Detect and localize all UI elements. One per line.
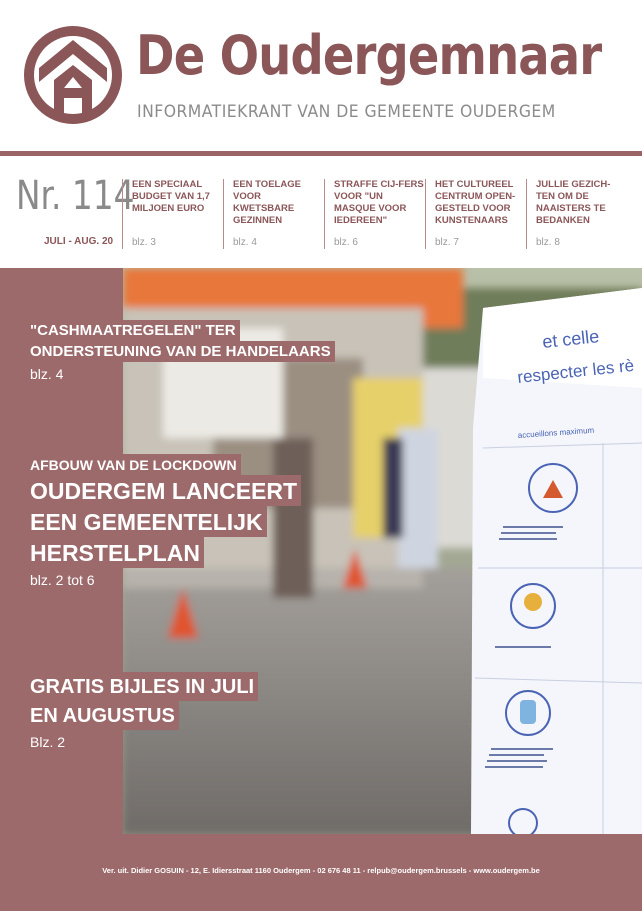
teaser-item[interactable] (324, 179, 424, 249)
teaser-page: blz. 8 (536, 237, 560, 248)
headline-kicker: AFBOUW VAN DE LOCKDOWN (26, 454, 241, 475)
newspaper-title: De Oudergemnaar (136, 24, 602, 87)
headline-recovery-plan[interactable] (26, 454, 301, 588)
cover-hero (0, 268, 642, 911)
headline-page: blz. 4 (30, 366, 64, 382)
issue-info (16, 172, 135, 247)
issue-number: Nr. 114 (16, 173, 135, 219)
teaser-item[interactable] (223, 179, 323, 249)
teaser-item[interactable] (526, 179, 626, 249)
issue-date: JULI - AUG. 20 (44, 236, 114, 247)
headline-line: OUDERGEM LANCEERT (26, 475, 301, 506)
teaser-title: EEN SPECIAAL BUDGET VAN 1,7 MILJOEN EURO (132, 179, 210, 214)
house-logo-icon (22, 24, 124, 126)
masthead (0, 0, 642, 150)
headline-page: Blz. 2 (30, 734, 66, 750)
poster-text-2: respecter les rè (516, 355, 635, 387)
headline-line: ONDERSTEUNING VAN DE HANDELAARS (26, 341, 335, 362)
headline-line: "CASHMAATREGELEN" TER (26, 320, 240, 341)
headline-page: blz. 2 tot 6 (30, 572, 95, 588)
headline-cash-measures[interactable] (26, 320, 335, 382)
teaser-page: blz. 3 (132, 237, 156, 248)
headline-line: EEN GEMEENTELIJK (26, 506, 267, 537)
headline-line: HERSTELPLAN (26, 537, 204, 568)
teaser-title: HET CULTUREEL CENTRUM OPEN-GESTELD VOOR KUNSTENAARS (435, 179, 516, 226)
publisher-footer: Ver. uit. Didier GOSUIN - 12, E. Idiersstraat 1160 Oudergem - 02 676 48 11 - relpub@oudergem.brussels - www.oudergem.be (102, 866, 540, 875)
teaser-page: blz. 7 (435, 237, 459, 248)
teaser-row (122, 179, 642, 251)
headline-line: GRATIS BIJLES IN JULI (26, 672, 258, 701)
teaser-title: EEN TOELAGE VOOR KWETSBARE GEZINNEN (233, 179, 301, 226)
teaser-title: STRAFFE CIJ-FERS VOOR "UN MASQUE VOOR IEDEREEN" (334, 179, 424, 226)
headline-tutoring[interactable] (26, 672, 258, 750)
teaser-page: blz. 4 (233, 237, 257, 248)
teaser-item[interactable] (425, 179, 525, 249)
teaser-page: blz. 6 (334, 237, 358, 248)
newspaper-subtitle: INFORMATIEKRANT VAN DE GEMEENTE OUDERGEM (137, 102, 556, 122)
poster-text-3: accueillons maximum (517, 425, 595, 440)
headline-line: EN AUGUSTUS (26, 701, 179, 730)
teaser-item[interactable] (122, 179, 222, 249)
header-divider (0, 151, 642, 156)
poster-text-1: et celle (541, 326, 601, 352)
teaser-title: JULLIE GEZICH-TEN OM DE NAAISTERS TE BEDANKEN (536, 179, 611, 226)
